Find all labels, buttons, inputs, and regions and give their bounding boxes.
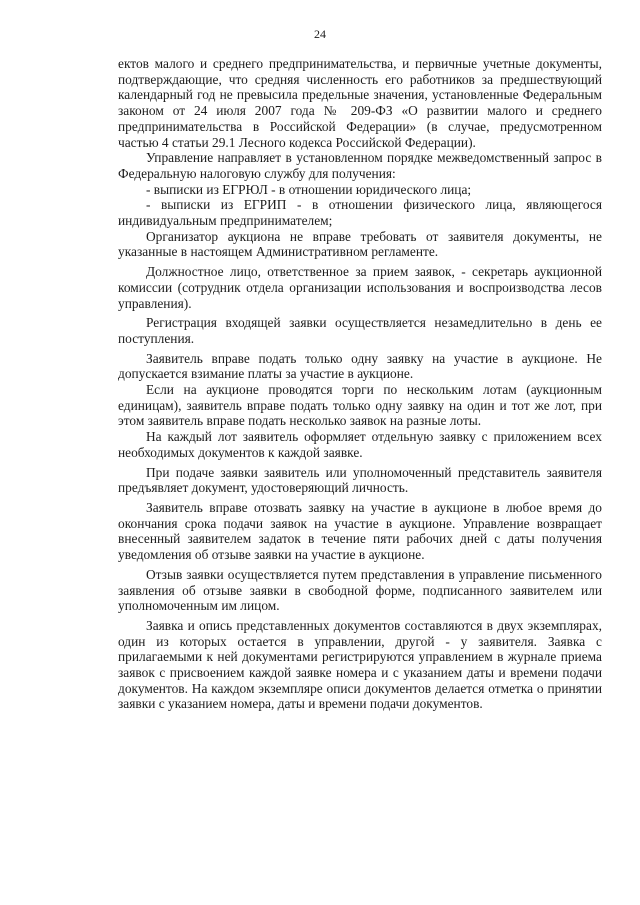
list-item: - выписки из ЕГРИП - в отношении физического лица, являющегося индивидуальным предпринимателем; [118, 197, 602, 229]
paragraph: Если на аукционе проводятся торги по нескольким лотам (аукционным единицам), заявитель вправе подать только одну заявку на один и тот же лот, при этом заявитель вправе подать несколько заявок на разные лоты. [118, 382, 602, 429]
paragraph: Управление направляет в установленном порядке межведомственный запрос в Федеральную налоговую службу для получения: [118, 150, 602, 181]
paragraph: Заявка и опись представленных документов составляются в двух экземплярах, один из которых остается в управлении, другой - у заявителя. Заявка с прилагаемыми к ней документами регистрируются управлением в журнале приема заявок с присвоением каждой заявке номера и с указанием даты и времени подачи документов. На каждом экземпляре описи документов делается отметка о принятии заявки с указанием номера, даты и времени подачи документов. [118, 617, 602, 712]
paragraph: При подаче заявки заявитель или уполномоченный представитель заявителя предъявляет документ, удостоверяющий личность. [118, 464, 602, 496]
paragraph: На каждый лот заявитель оформляет отдельную заявку с приложением всех необходимых документов к каждой заявке. [118, 429, 602, 460]
paragraph: Заявитель вправе отозвать заявку на участие в аукционе в любое время до окончания срока подачи заявок на участие в аукционе. Управление возвращает внесенный заявителем задаток в течение пяти рабочих дней с даты получения уведомления об отзыве заявки на участие в аукционе. [118, 499, 602, 563]
body-text [118, 56, 602, 712]
paragraph: Должностное лицо, ответственное за прием заявок, - секретарь аукционной комиссии (сотрудник отдела организации использования и воспроизводства лесов управления). [118, 264, 602, 311]
paragraph: ектов малого и среднего предпринимательства, и первичные учетные документы, подтверждающие, что средняя численность его работников за предшествующий календарный год не превысила предельные значения, установленные Федеральным законом от 24 июля 2007 года № 209-ФЗ «О развитии малого и среднего предпринимательства в Российской Федерации» (в случае, предусмотренном частью 4 статьи 29.1 Лесного кодекса Российской Федерации). [118, 56, 602, 150]
paragraph: Регистрация входящей заявки осуществляется незамедлительно в день ее поступления. [118, 315, 602, 346]
paragraph: Заявитель вправе подать только одну заявку на участие в аукционе. Не допускается взимание платы за участие в аукционе. [118, 350, 602, 382]
page-number: 24 [314, 27, 326, 41]
paragraph: Отзыв заявки осуществляется путем представления в управление письменного заявления об отзыве заявки в свободной форме, подписанного заявителем или уполномоченным им лицом. [118, 566, 602, 614]
list-item: - выписки из ЕГРЮЛ - в отношении юридического лица; [146, 181, 472, 197]
paragraph: Организатор аукциона не вправе требовать от заявителя документы, не указанные в настоящем Административном регламенте. [118, 228, 602, 260]
